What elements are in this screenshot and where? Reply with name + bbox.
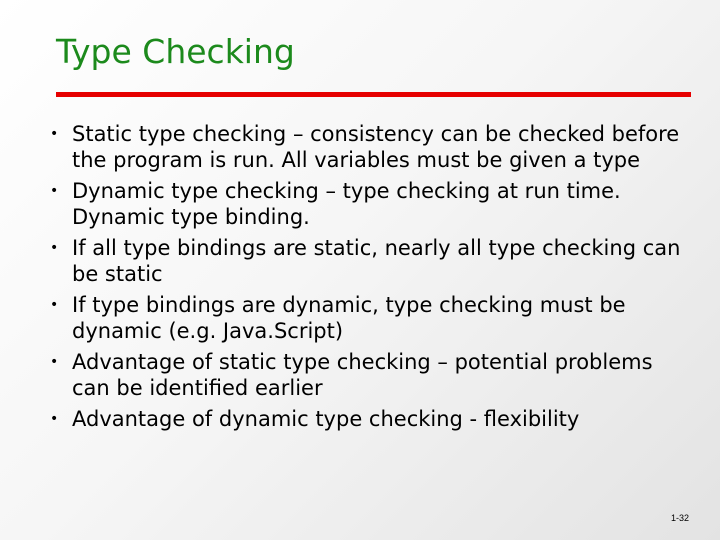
bullet-item [44,292,684,344]
bullet-item [44,121,684,173]
bullet-icon: • [50,240,59,256]
bullet-icon: • [50,126,59,142]
bullet-item [44,406,684,432]
bullet-icon: • [50,183,59,199]
bullet-text: Advantage of static type checking – potential problems can be identified earlier [72,350,653,400]
page-number: 1-32 [670,513,689,523]
bullet-item [44,178,684,230]
bullet-icon: • [50,297,59,313]
slide-title: Type Checking [56,32,295,71]
bullet-item [44,235,684,287]
bullet-text: If all type bindings are static, nearly all type checking can be static [72,236,681,286]
bullet-text: Advantage of dynamic type checking - flexibility [72,407,580,431]
bullet-list [44,121,684,437]
bullet-icon: • [50,411,59,427]
bullet-text: If type bindings are dynamic, type checking must be dynamic (e.g. Java.Script) [72,293,626,343]
bullet-item [44,349,684,401]
title-divider [56,92,691,97]
bullet-text: Dynamic type checking – type checking at run time. Dynamic type binding. [72,179,621,229]
bullet-text: Static type checking – consistency can be checked before the program is run. All variables must be given a type [72,122,680,172]
bullet-icon: • [50,354,59,370]
